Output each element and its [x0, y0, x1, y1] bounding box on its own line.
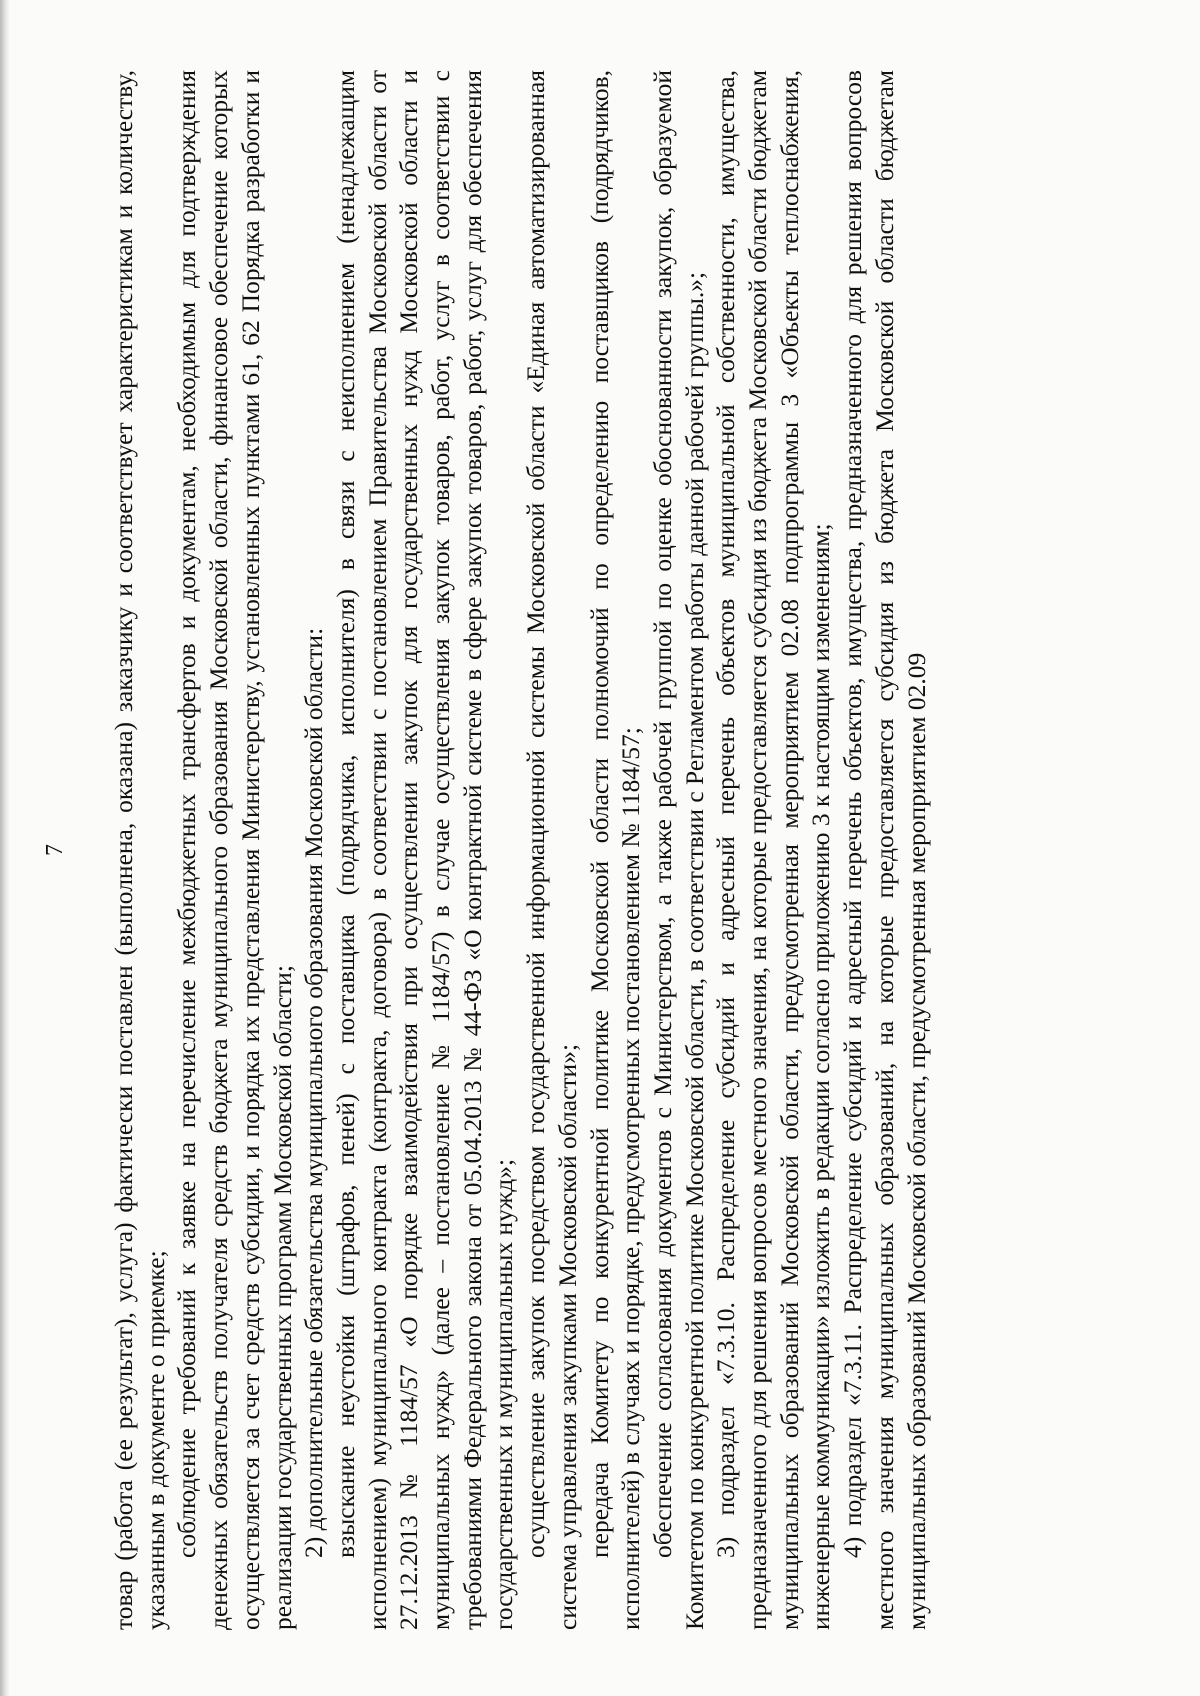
paragraph: 2) дополнительные обязательства муниципального образования Московской области: — [299, 627, 329, 1558]
paragraph: осуществление закупок посредством государственной информационной системы Московской области «Единая автоматизированная система управления закупками Московской области»; — [521, 70, 582, 1630]
scanner-edge-shadow — [0, 0, 10, 1696]
rotated-document-sheet — [40, 70, 1090, 1630]
paragraph: взыскание неустойки (штрафов, пеней) с поставщика (подрядчика, исполнителя) в связи с неисполнением (ненадлежащим исполнением) муниципального контракта (контракта, договора) в соответствии с постановлением Правительства Московской области от 27.12.2013 № 1184/57 «О порядке взаимодействия при осуществлении закупок для государственных нужд Московской области и муниципальных нужд» (далее – постановление № 1184/57) в случае осуществления закупок товаров, работ, услуг в соответствии с требованиями Федерального закона от 05.04.2013 № 44-ФЗ «О контрактной системе в сфере закупок товаров, работ, услуг для обеспечения государственных и муниципальных нужд»; — [330, 70, 519, 1630]
paragraph: обеспечение согласования документов с Министерством, а также рабочей группой по оценке обоснованности закупок, образуемой Комитетом по конкурентной политике Московской области, в соответствии с Регламентом работы данной рабочей группы.»; — [647, 70, 709, 1630]
paragraph: 3) подраздел «7.3.10. Распределение субсидий и адресный перечень объектов муниципальной собственности, имущества, предназначенного для решения вопросов местного значения, на которые предоставляется субсидия из бюджета Московской области бюджетам муниципальных образований Московской области, предусмотренная мероприятием 02.08 подпрограммы 3 «Объекты теплоснабжения, инженерные коммуникации» изложить в редакции согласно приложению 3 к настоящим изменениям; — [711, 70, 836, 1630]
paragraph: передача Комитету по конкурентной политике Московской области полномочий по определению поставщиков (подрядчиков, исполнителей) в случаях и порядке, предусмотренных постановлением № 1184/57; — [584, 70, 646, 1630]
page-number: 7 — [42, 844, 68, 856]
paragraph: 4) подраздел «7.3.11. Распределение субсидий и адресный перечень объектов, имущества, предназначенного для решения вопросов местного значения муниципальных образований, на которые предоставляется субсидия из бюджета Московской области бюджетам муниципальных образований Московской области, предусмотренная мероприятием 02.09 — [838, 70, 931, 1630]
paragraph: товар (работа (ее результат), услуга) фактически поставлен (выполнена, оказана) заказчику и соответствует характеристикам и количеству, указанным в документе о приемке; — [109, 70, 170, 1630]
paragraph: соблюдение требований к заявке на перечисление межбюджетных трансфертов и документам, необходимым для подтверждения денежных обязательств получателя средств бюджета муниципального образования Московской области, финансовое обеспечение которых осуществляется за счет средств субсидии, и порядка их представления Министерству, установленных пунктами 61, 62 Порядка разработки и реализации государственных программ Московской области; — [172, 70, 297, 1630]
document-body — [108, 70, 932, 1630]
